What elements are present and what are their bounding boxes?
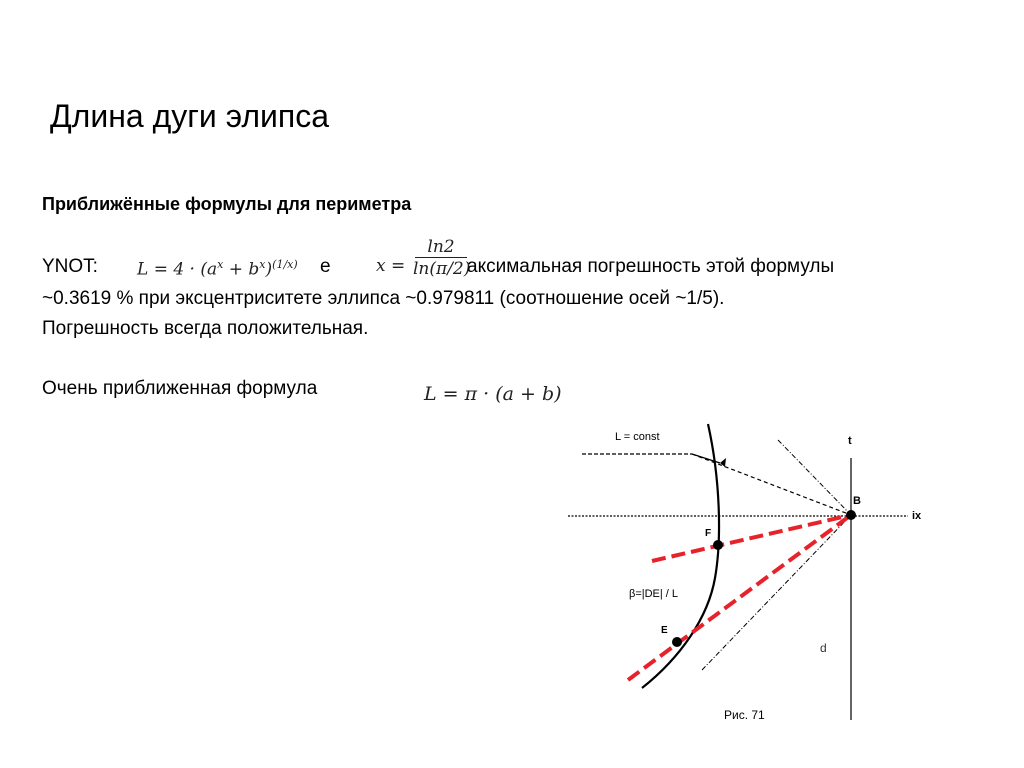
label-d: d (820, 641, 827, 655)
point-b (846, 510, 856, 520)
point-e (672, 637, 682, 647)
label-l-const: L = const (615, 431, 660, 443)
ynot-label: YNOT: (42, 256, 98, 277)
label-t: t (848, 435, 852, 447)
rough-formula: L = π · (a + b) (424, 383, 562, 405)
label-f: F (705, 528, 712, 539)
label-beta: β=|DE| / L (629, 588, 679, 600)
label-e: E (661, 625, 668, 636)
figure-71 (560, 418, 930, 728)
body-line-1: аксимальная погрешность этой формулы (467, 256, 835, 277)
red-line-f (652, 515, 851, 561)
figure-caption: Рис. 71 (724, 708, 765, 722)
x-formula-numerator: ln2 (427, 237, 455, 257)
body-line-3: Погрешность всегда положительная. (42, 318, 369, 339)
rough-formula-label: Очень приближенная формула (42, 378, 318, 399)
upper-dashdot-line (778, 440, 851, 515)
x-formula-denominator: ln(π/2) (413, 259, 471, 279)
dashed-to-b (692, 454, 851, 515)
body-line-2: ~0.3619 % при эксцентриситете эллипса ~0.979811 (соотношение осей ~1/5). (42, 288, 725, 309)
x-formula-fraction (413, 237, 469, 280)
label-b: B (853, 495, 861, 507)
ynot-formula: $L = 4 \cdot (a^x + b^x)^{(1/x)}$ (137, 258, 298, 280)
where-fragment: е (320, 256, 331, 277)
x-formula-lhs: x = (376, 256, 406, 276)
arrow-shaft (692, 454, 720, 463)
point-f (713, 540, 723, 550)
section-heading: Приближённые формулы для периметра (42, 194, 412, 214)
label-ix: ix (912, 510, 922, 522)
slide-title: Длина дуги элипса (50, 98, 329, 134)
lower-dashdot-line (702, 515, 851, 670)
